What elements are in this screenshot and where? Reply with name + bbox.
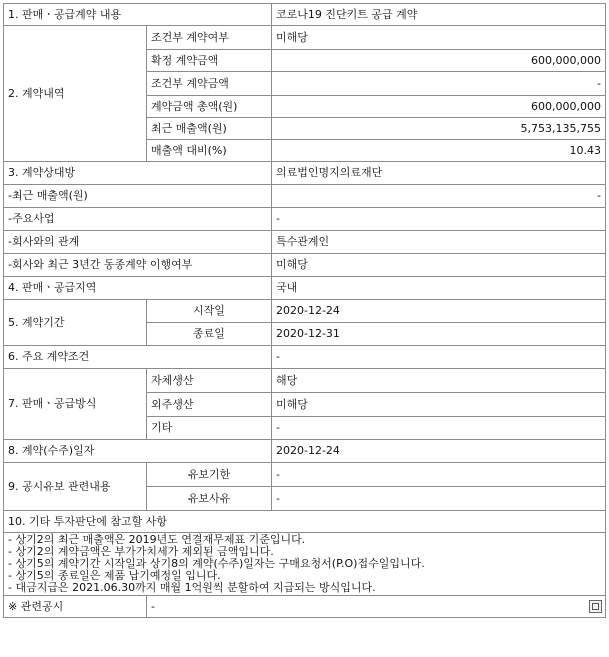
row-cp-history <box>4 254 606 277</box>
conditional-amount-label: 조건부 계약금액 <box>147 72 272 96</box>
cp-recent-sales-label: -최근 매출액(원) <box>4 185 272 208</box>
row-cp-main-business <box>4 208 606 231</box>
deferral-label: 9. 공시유보 관련내용 <box>4 463 147 511</box>
conditional-amount-value: - <box>272 72 606 96</box>
row-order-date <box>4 440 606 463</box>
sales-ratio-label: 매출액 대비(%) <box>147 140 272 162</box>
order-date-label: 8. 계약(수주)일자 <box>4 440 272 463</box>
method-self-value: 해당 <box>272 369 606 393</box>
recent-sales-label: 최근 매출액(원) <box>147 118 272 140</box>
method-other-label: 기타 <box>147 417 272 440</box>
conditional-value: 미해당 <box>272 26 606 50</box>
period-label: 5. 계약기간 <box>4 300 147 346</box>
conditions-label: 6. 주요 계약조건 <box>4 346 272 369</box>
confirmed-amount-label: 확정 계약금액 <box>147 50 272 72</box>
region-value: 국내 <box>272 277 606 300</box>
method-outsource-value: 미해당 <box>272 393 606 417</box>
cp-history-label: -회사와 최근 3년간 동종계약 이행여부 <box>4 254 272 277</box>
method-self-label: 자체생산 <box>147 369 272 393</box>
row-region <box>4 277 606 300</box>
row-deferral-deadline <box>4 463 606 487</box>
row-conditions <box>4 346 606 369</box>
order-date-value: 2020-12-24 <box>272 440 606 463</box>
notes-box <box>4 533 606 596</box>
method-label: 7. 판매ㆍ공급방식 <box>4 369 147 440</box>
sale-label: 1. 판매ㆍ공급계약 내용 <box>4 4 272 26</box>
related-value: - <box>151 599 155 613</box>
cp-relationship-value: 특수관계인 <box>272 231 606 254</box>
counterparty-label: 3. 계약상대방 <box>4 162 272 185</box>
total-amount-label: 계약금액 총액(원) <box>147 96 272 118</box>
conditions-value: - <box>272 346 606 369</box>
row-method-self <box>4 369 606 393</box>
cp-history-value: 미해당 <box>272 254 606 277</box>
counterparty-value: 의료법인명지의료재단 <box>272 162 606 185</box>
note-line: - 상기5의 종료일은 제품 납기예정일 입니다. <box>8 569 221 582</box>
method-outsource-label: 외주생산 <box>147 393 272 417</box>
note-line: - 상기2의 계약금액은 부가가치세가 제외된 금액입니다. <box>8 545 274 558</box>
deferral-reason-label: 유보사유 <box>147 487 272 511</box>
note-line: - 상기2의 최근 매출액은 2019년도 연결재무제표 기준입니다. <box>8 533 306 546</box>
method-other-value: - <box>272 417 606 440</box>
cp-recent-sales-value: - <box>272 185 606 208</box>
row-notes <box>4 533 606 596</box>
region-label: 4. 판매ㆍ공급지역 <box>4 277 272 300</box>
note-line: - 대금지급은 2021.06.30까지 매월 1억원씩 분할하여 지급되는 방식입니다. <box>8 581 376 594</box>
deferral-deadline-label: 유보기한 <box>147 463 272 487</box>
period-end-value: 2020-12-31 <box>272 323 606 346</box>
cp-relationship-label: -회사와의 관계 <box>4 231 272 254</box>
row-cp-relationship <box>4 231 606 254</box>
row-counterparty <box>4 162 606 185</box>
row-period-start <box>4 300 606 323</box>
confirmed-amount-value: 600,000,000 <box>272 50 606 72</box>
row-related <box>4 596 606 618</box>
period-start-label: 시작일 <box>147 300 272 323</box>
disclosure-table <box>3 3 606 618</box>
sales-ratio-value: 10.43 <box>272 140 606 162</box>
conditional-label: 조건부 계약여부 <box>147 26 272 50</box>
row-sale <box>4 4 606 26</box>
cp-main-business-label: -주요사업 <box>4 208 272 231</box>
recent-sales-value: 5,753,135,755 <box>272 118 606 140</box>
row-other-matters <box>4 511 606 533</box>
period-end-label: 종료일 <box>147 323 272 346</box>
expand-icon[interactable] <box>589 600 602 613</box>
deferral-reason-value: - <box>272 487 606 511</box>
sale-value: 코로나19 진단키트 공급 계약 <box>272 4 606 26</box>
period-start-value: 2020-12-24 <box>272 300 606 323</box>
deferral-deadline-value: - <box>272 463 606 487</box>
related-cell <box>147 596 606 618</box>
related-label: ※ 관련공시 <box>4 596 147 618</box>
cp-main-business-value: - <box>272 208 606 231</box>
row-conditional <box>4 26 606 50</box>
contract-details-label: 2. 계약내역 <box>4 26 147 162</box>
total-amount-value: 600,000,000 <box>272 96 606 118</box>
note-line: - 상기5의 계약기간 시작일과 상기8의 계약(수주)일자는 구매요청서(P.O)접수일입니다. <box>8 557 425 570</box>
row-cp-recent-sales <box>4 185 606 208</box>
other-matters-label: 10. 기타 투자판단에 참고할 사항 <box>4 511 606 533</box>
